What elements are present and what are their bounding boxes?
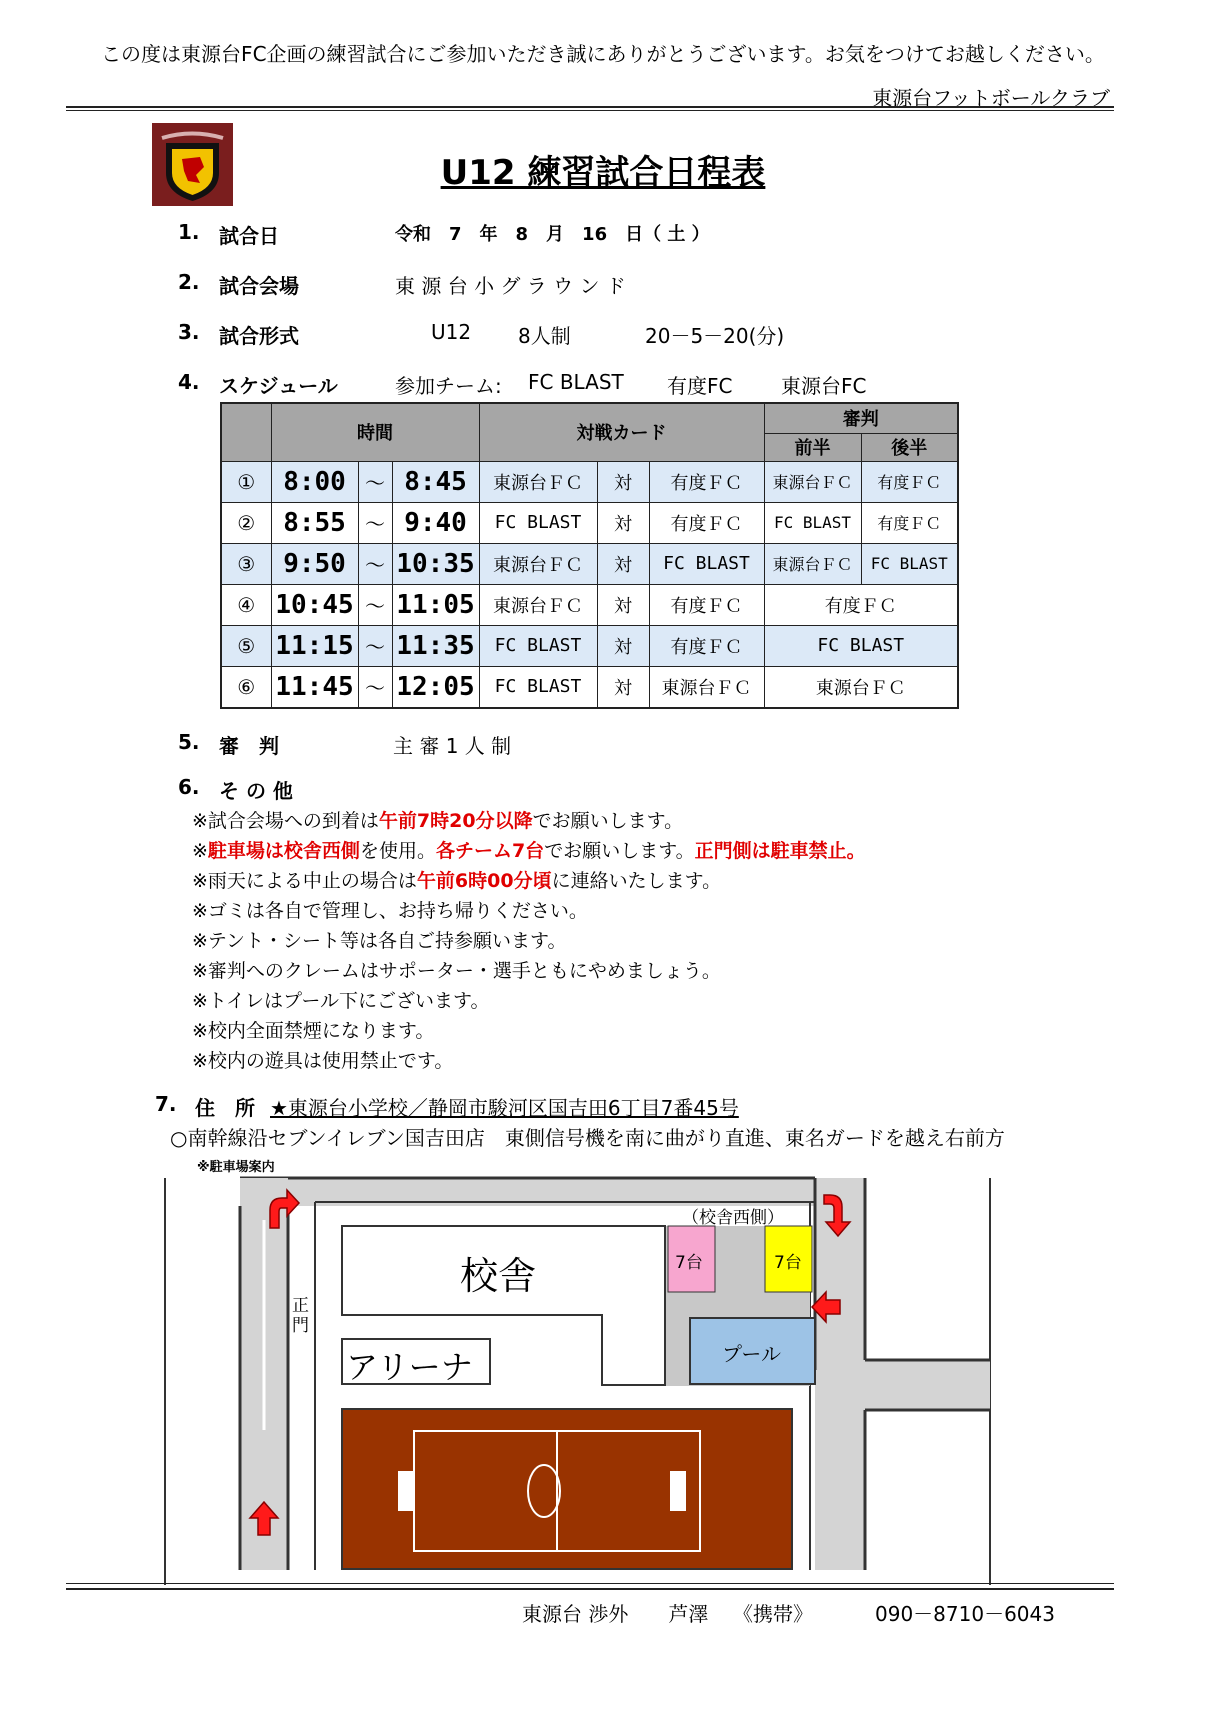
format-players: 8人制 — [518, 324, 571, 348]
end-time: 11:35 — [392, 625, 479, 666]
sec2-num: 2. — [178, 270, 200, 294]
note-rain: ※雨天による中止の場合は午前6時00分頃に連絡いたします。 — [192, 870, 722, 892]
end-time: 9:40 — [392, 502, 479, 543]
note-claims: ※審判へのクレームはサポーター・選手ともにやめましょう。 — [192, 960, 721, 982]
tilde: ～ — [358, 625, 392, 666]
sec5-num: 5. — [178, 730, 200, 754]
arena-label: アリーナ — [346, 1348, 473, 1386]
end-time: 8:45 — [392, 461, 479, 502]
sec4-num: 4. — [178, 370, 200, 394]
away-team: 有度ＦＣ — [649, 461, 764, 502]
away-team: 東源台ＦＣ — [649, 666, 764, 708]
header-time: 時間 — [271, 403, 479, 461]
sec6-num: 6. — [178, 775, 200, 799]
ref-full: 東源台ＦＣ — [764, 666, 958, 708]
footer-contact-name: 東源台 渉外 芦澤 — [522, 1602, 709, 1626]
away-team: 有度ＦＣ — [649, 502, 764, 543]
pool-label: プール — [722, 1342, 781, 1366]
home-team: FC BLAST — [479, 502, 597, 543]
start-time: 9:50 — [271, 543, 358, 584]
ref-second: FC BLAST — [861, 543, 958, 584]
header-second-half: 後半 — [861, 433, 958, 461]
ref-full: FC BLAST — [764, 625, 958, 666]
teams-label: 参加チーム: — [395, 374, 502, 398]
team-3: 東源台FC — [781, 374, 867, 398]
start-time: 11:45 — [271, 666, 358, 708]
sec1-num: 1. — [178, 220, 200, 244]
tilde: ～ — [358, 543, 392, 584]
venue-value: 東 源 台 小 グ ラ ウ ン ド — [395, 274, 626, 298]
note-parking: ※駐車場は校舎西側を使用。各チーム7台でお願いします。正門側は駐車禁止。 — [192, 840, 866, 862]
page-title: U12 練習試合日程表 — [440, 153, 766, 193]
ref-full: 有度ＦＣ — [764, 584, 958, 625]
parking-guide-label: ※駐車場案内 — [197, 1160, 275, 1175]
footer-rule-2 — [66, 1588, 1114, 1590]
school-building-label: 校舎 — [460, 1254, 537, 1298]
team-2: 有度FC — [667, 374, 733, 398]
sec3-label: 試合形式 — [219, 324, 299, 348]
away-team: FC BLAST — [649, 543, 764, 584]
start-time: 11:15 — [271, 625, 358, 666]
away-team: 有度ＦＣ — [649, 625, 764, 666]
footer-phone: 090－8710－6043 — [875, 1602, 1055, 1626]
club-name: 東源台フットボールクラブ — [872, 86, 1110, 110]
home-team: 東源台ＦＣ — [479, 543, 597, 584]
row-num: ② — [221, 502, 271, 543]
ref-second: 有度ＦＣ — [861, 461, 958, 502]
tilde: ～ — [358, 666, 392, 708]
address-value: ★東源台小学校／静岡市駿河区国吉田6丁目7番45号 — [270, 1096, 739, 1120]
note-arrival: ※試合会場への到着は午前7時20分以降でお願いします。 — [192, 810, 684, 832]
vs-label: 対 — [597, 625, 649, 666]
start-time: 8:55 — [271, 502, 358, 543]
note-tent: ※テント・シート等は各自ご持参願います。 — [192, 930, 567, 952]
row-num: ⑤ — [221, 625, 271, 666]
start-time: 10:45 — [271, 584, 358, 625]
note-toilet: ※トイレはプール下にございます。 — [192, 990, 490, 1012]
start-time: 8:00 — [271, 461, 358, 502]
team-1: FC BLAST — [528, 370, 624, 394]
sec3-num: 3. — [178, 320, 200, 344]
match-date: 令和 7 年 8 月 16 日（ 土 ） — [395, 224, 710, 245]
vs-label: 対 — [597, 543, 649, 584]
home-team: 東源台ＦＣ — [479, 584, 597, 625]
row-num: ⑥ — [221, 666, 271, 708]
west-side-label: （校舎西側） — [682, 1208, 784, 1228]
sec5-label: 審 判 — [219, 734, 279, 758]
ref-first: 東源台ＦＣ — [764, 461, 861, 502]
header-referee: 審判 — [764, 403, 958, 433]
tilde: ～ — [358, 584, 392, 625]
sec6-label: そ の 他 — [219, 779, 293, 803]
tilde: ～ — [358, 502, 392, 543]
row-num: ③ — [221, 543, 271, 584]
ref-first: 東源台ＦＣ — [764, 543, 861, 584]
parking-spot-pink: 7台 — [675, 1253, 703, 1273]
footer-rule — [66, 1583, 1114, 1584]
tilde: ～ — [358, 461, 392, 502]
row-num: ① — [221, 461, 271, 502]
vs-label: 対 — [597, 584, 649, 625]
footer-mobile-label: 《携帯》 — [733, 1602, 813, 1626]
header-match: 対戦カード — [479, 403, 764, 461]
header-first-half: 前半 — [764, 433, 861, 461]
directions: ○南幹線沿セブンイレブン国吉田店 東側信号機を南に曲がり直進、東名ガードを越え右前方 — [170, 1126, 1005, 1150]
away-team: 有度ＦＣ — [649, 584, 764, 625]
referee-value: 主 審 1 人 制 — [393, 734, 512, 758]
end-time: 11:05 — [392, 584, 479, 625]
sec7-label: 住 所 — [195, 1096, 255, 1120]
sec7-num: 7. — [155, 1092, 177, 1116]
end-time: 12:05 — [392, 666, 479, 708]
format-category: U12 — [431, 320, 472, 344]
vs-label: 対 — [597, 502, 649, 543]
sec2-label: 試合会場 — [219, 274, 299, 298]
ref-first: FC BLAST — [764, 502, 861, 543]
vs-label: 対 — [597, 461, 649, 502]
row-num: ④ — [221, 584, 271, 625]
home-team: FC BLAST — [479, 625, 597, 666]
format-duration: 20－5－20(分) — [645, 324, 785, 348]
sec4-label: スケジュール — [219, 374, 338, 398]
home-team: 東源台ＦＣ — [479, 461, 597, 502]
end-time: 10:35 — [392, 543, 479, 584]
parking-spot-yellow: 7台 — [774, 1253, 802, 1273]
note-playground: ※校内の遊具は使用禁止です。 — [192, 1050, 454, 1072]
sec1-label: 試合日 — [219, 224, 279, 248]
home-team: FC BLAST — [479, 666, 597, 708]
main-gate-label: 正門 — [292, 1296, 312, 1336]
ref-second: 有度ＦＣ — [861, 502, 958, 543]
note-garbage: ※ゴミは各自で管理し、お持ち帰りください。 — [192, 900, 588, 922]
intro-text: この度は東源台FC企画の練習試合にご参加いただき誠にありがとうございます。お気をつけてお越しください。 — [101, 42, 1105, 66]
note-smoking: ※校内全面禁煙になります。 — [192, 1020, 435, 1042]
vs-label: 対 — [597, 666, 649, 708]
